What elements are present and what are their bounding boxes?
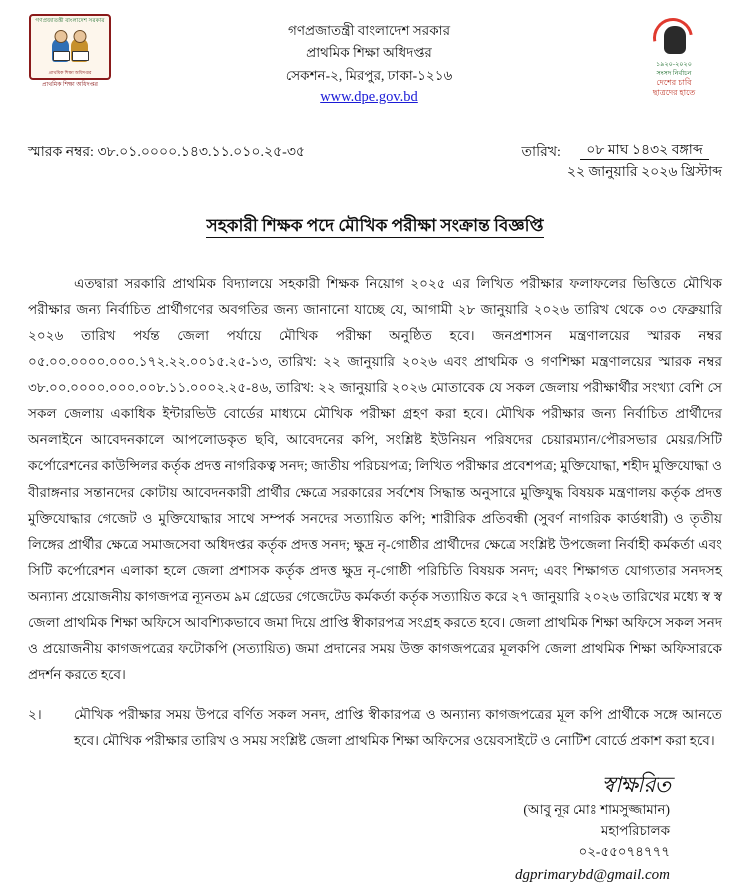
emblem-child-2 xyxy=(71,38,88,62)
emblem-arc-text: গণপ্রজাতন্ত্রী বাংলাদেশ সরকার xyxy=(35,18,105,24)
paragraph-2 xyxy=(28,702,722,754)
dpe-logo-caption: প্রাথমিক শিক্ষা অধিদপ্তর xyxy=(42,82,98,88)
page-title xyxy=(28,213,722,241)
mujib-logo-line-4: ছাত্রদের হাতে xyxy=(652,88,696,98)
memo-date-label: তারিখ: xyxy=(521,145,561,160)
dpe-emblem-icon xyxy=(29,14,111,80)
mujib-logo-line-3: দেশের চাবি xyxy=(656,78,692,88)
memo-row xyxy=(28,140,722,185)
paragraph-2-number: ২। xyxy=(28,707,42,723)
website-link[interactable]: www.dpe.gov.bd xyxy=(320,88,418,105)
header-line-2: প্রাথমিক শিক্ষা অধিদপ্তর xyxy=(306,45,432,61)
paragraph-2-text: মৌখিক পরীক্ষার সময় উপরে বর্ণিত সকল সনদ, প্রাপ্তি স্বীকারপত্র ও অন্যান্য কাগজপত্রের মূল কপি প্রার্থীকে সঙ্গে আনতে হবে। মৌখিক পরীক্ষার তারিখ ও সময় সংশ্লিষ্ট জেলা প্রাথমিক শিক্ষা অফিসের ওয়েবসাইটে ও নোটিশ বোর্ডে প্রকাশ করা হবে। xyxy=(74,707,722,749)
memo-number xyxy=(28,140,305,164)
memo-number-value: ৩৮.০১.০০০০.১৪৩.১১.০১০.২৫-৩৫ xyxy=(97,145,306,160)
header-title-block xyxy=(112,14,626,106)
signer-phone: ০২-৫৫০৭৪৭৭৭ xyxy=(578,844,670,859)
memo-date xyxy=(522,140,722,185)
document-header xyxy=(28,14,722,114)
mujib-borsho-logo xyxy=(626,14,722,98)
mujib-borsho-icon xyxy=(647,16,701,60)
mujib-logo-line-2: সংসদ নির্বাচন xyxy=(656,70,692,78)
face-silhouette xyxy=(664,26,686,54)
dpe-logo xyxy=(28,14,112,89)
emblem-foot-text: প্রাথমিক শিক্ষা অধিদপ্তর xyxy=(48,70,92,75)
emblem-children-illustration xyxy=(43,32,97,62)
signer-email: dgprimarybd@gmail.com xyxy=(514,866,670,883)
paragraph-1: এতদ্বারা সরকারি প্রাথমিক বিদ্যালয়ে সহকারী শিক্ষক নিয়োগ ২০২৫ এর লিখিত পরীক্ষার ফলাফলের ভিত্তিতে মৌখিক পরীক্ষার জন্য নির্বাচিত প্রার্থীগণের অবগতির জন্য জানানো যাচ্ছে যে, আগামী ২৮ জানুয়ারি ২০২৬ তারিখ থেকে ০৩ ফেব্রুয়ারি ২০২৬ তারিখ পর্যন্ত জেলা পর্যায়ে মৌখিক পরীক্ষা অনুষ্ঠিত হবে। জনপ্রশাসন মন্ত্রণালয়ের স্মারক নম্বর ০৫.০০.০০০০.০০০.১৭২.২২.০০১৫.২৫-১৩, তারিখ: ২২ জানুয়ারি ২০২৬ এবং প্রাথমিক ও গণশিক্ষা মন্ত্রণালয়ের স্মারক নম্বর ৩৮.০০.০০০০.০০০.০০৮.১১.০০০২.২৫-৪৬, তারিখ: ২২ জানুয়ারি ২০২৬ মোতাবেক যে সকল জেলায় পরীক্ষার্থীর সংখ্যা বেশি সে সকল জেলায় একাধিক ইন্টারভিউ বোর্ডের মাধ্যমে মৌখিক পরীক্ষা গ্রহণ করা হবে। মৌখিক পরীক্ষার জন্য নির্বাচিত প্রার্থীদের অনলাইনে আবেদনকালে আপলোডকৃত ছবি, আবেদনের কপি, সংশ্লিষ্ট ইউনিয়ন পরিষদের চেয়ারম্যান/পৌরসভার মেয়র/সিটি কর্পোরেশনের কাউন্সিলর কর্তৃক প্রদত্ত নাগরিকত্ব সনদ; জাতীয় পরিচয়পত্র; লিখিত পরীক্ষার প্রবেশপত্র; মুক্তিযোদ্ধা, শহীদ মুক্তিযোদ্ধা ও বীরাঙ্গনার সন্তানদের কোটায় আবেদনকারী প্রার্থীর ক্ষেত্রে সরকারের সর্বশেষ সিদ্ধান্ত অনুসারে মুক্তিযুদ্ধ বিষয়ক মন্ত্রণালয় কর্তৃক প্রদত্ত মুক্তিযোদ্ধার গেজেট ও মুক্তিযোদ্ধার সাথে সম্পর্ক সনদের সত্যায়িত কপি; শারীরিক প্রতিবন্ধী (সুবর্ণ নাগরিক কার্ডধারী) ও তৃতীয় লিঙ্গের প্রার্থীর ক্ষেত্রে সমাজসেবা অধিদপ্তর কর্তৃক প্রদত্ত সনদ; ক্ষুদ্র নৃ-গোষ্ঠীর প্রার্থীদের ক্ষেত্রে সংশ্লিষ্ট উপজেলা নির্বাহী কর্মকর্তা এবং সিটি কর্পোরেশন এলাকা হলে জেলা প্রশাসক কর্তৃক প্রদত্ত ক্ষুদ্র নৃ-গোষ্ঠী পরিচিতি বিষয়ক সনদ; এবং শিক্ষাগত যোগ্যতার সনদসহ অন্যান্য প্রয়োজনীয় কাগজপত্র ন্যূনতম ৯ম গ্রেডের গেজেটেড কর্মকর্তা কর্তৃক সত্যায়িত করে ২৭ জানুয়ারি ২০২৬ তারিখের মধ্যে স্ব স্ব জেলা প্রাথমিক শিক্ষা অফিসে আবশ্যিকভাবে জমা দিয়ে প্রাপ্তি স্বীকারপত্র সংগ্রহ করতে হবে। জেলা প্রাথমিক শিক্ষা অফিসে সকল সনদ ও প্রয়োজনীয় কাগজপত্রের ফটোকপি (সত্যায়িত) জমা প্রদানের সময় উক্ত কাগজপত্রের মূলকপি জেলা প্রাথমিক শিক্ষা অফিসারকে প্রদর্শন করতে হবে। xyxy=(28,275,722,683)
header-line-3: সেকশন-২, মিরপুর, ঢাকা-১২১৬ xyxy=(285,67,453,83)
handwritten-signature: স্বাক্ষরিত xyxy=(601,772,670,798)
signer-designation: মহাপরিচালক xyxy=(600,823,670,839)
memo-date-english: ২২ জানুয়ারি ২০২৬ খ্রিস্টাব্দ xyxy=(566,165,722,181)
document-body xyxy=(28,271,722,689)
mujib-logo-line-1: ১৯২০-২০২০ xyxy=(656,61,692,68)
header-line-1: গণপ্রজাতন্ত্রী বাংলাদেশ সরকার xyxy=(287,23,451,38)
memo-number-label: স্মারক নম্বর: xyxy=(28,145,94,160)
signature-block xyxy=(28,770,722,887)
memo-date-values xyxy=(567,140,722,185)
page-title-text: সহকারী শিক্ষক পদে মৌখিক পরীক্ষা সংক্রান্ত বিজ্ঞপ্তি xyxy=(206,216,543,238)
emblem-child-1 xyxy=(52,38,69,62)
signer-name: (আবু নূর মোঃ শামসুজ্জামান) xyxy=(523,802,670,818)
memo-date-bangla: ০৮ মাঘ ১৪৩২ বঙ্গাব্দ xyxy=(580,143,709,160)
